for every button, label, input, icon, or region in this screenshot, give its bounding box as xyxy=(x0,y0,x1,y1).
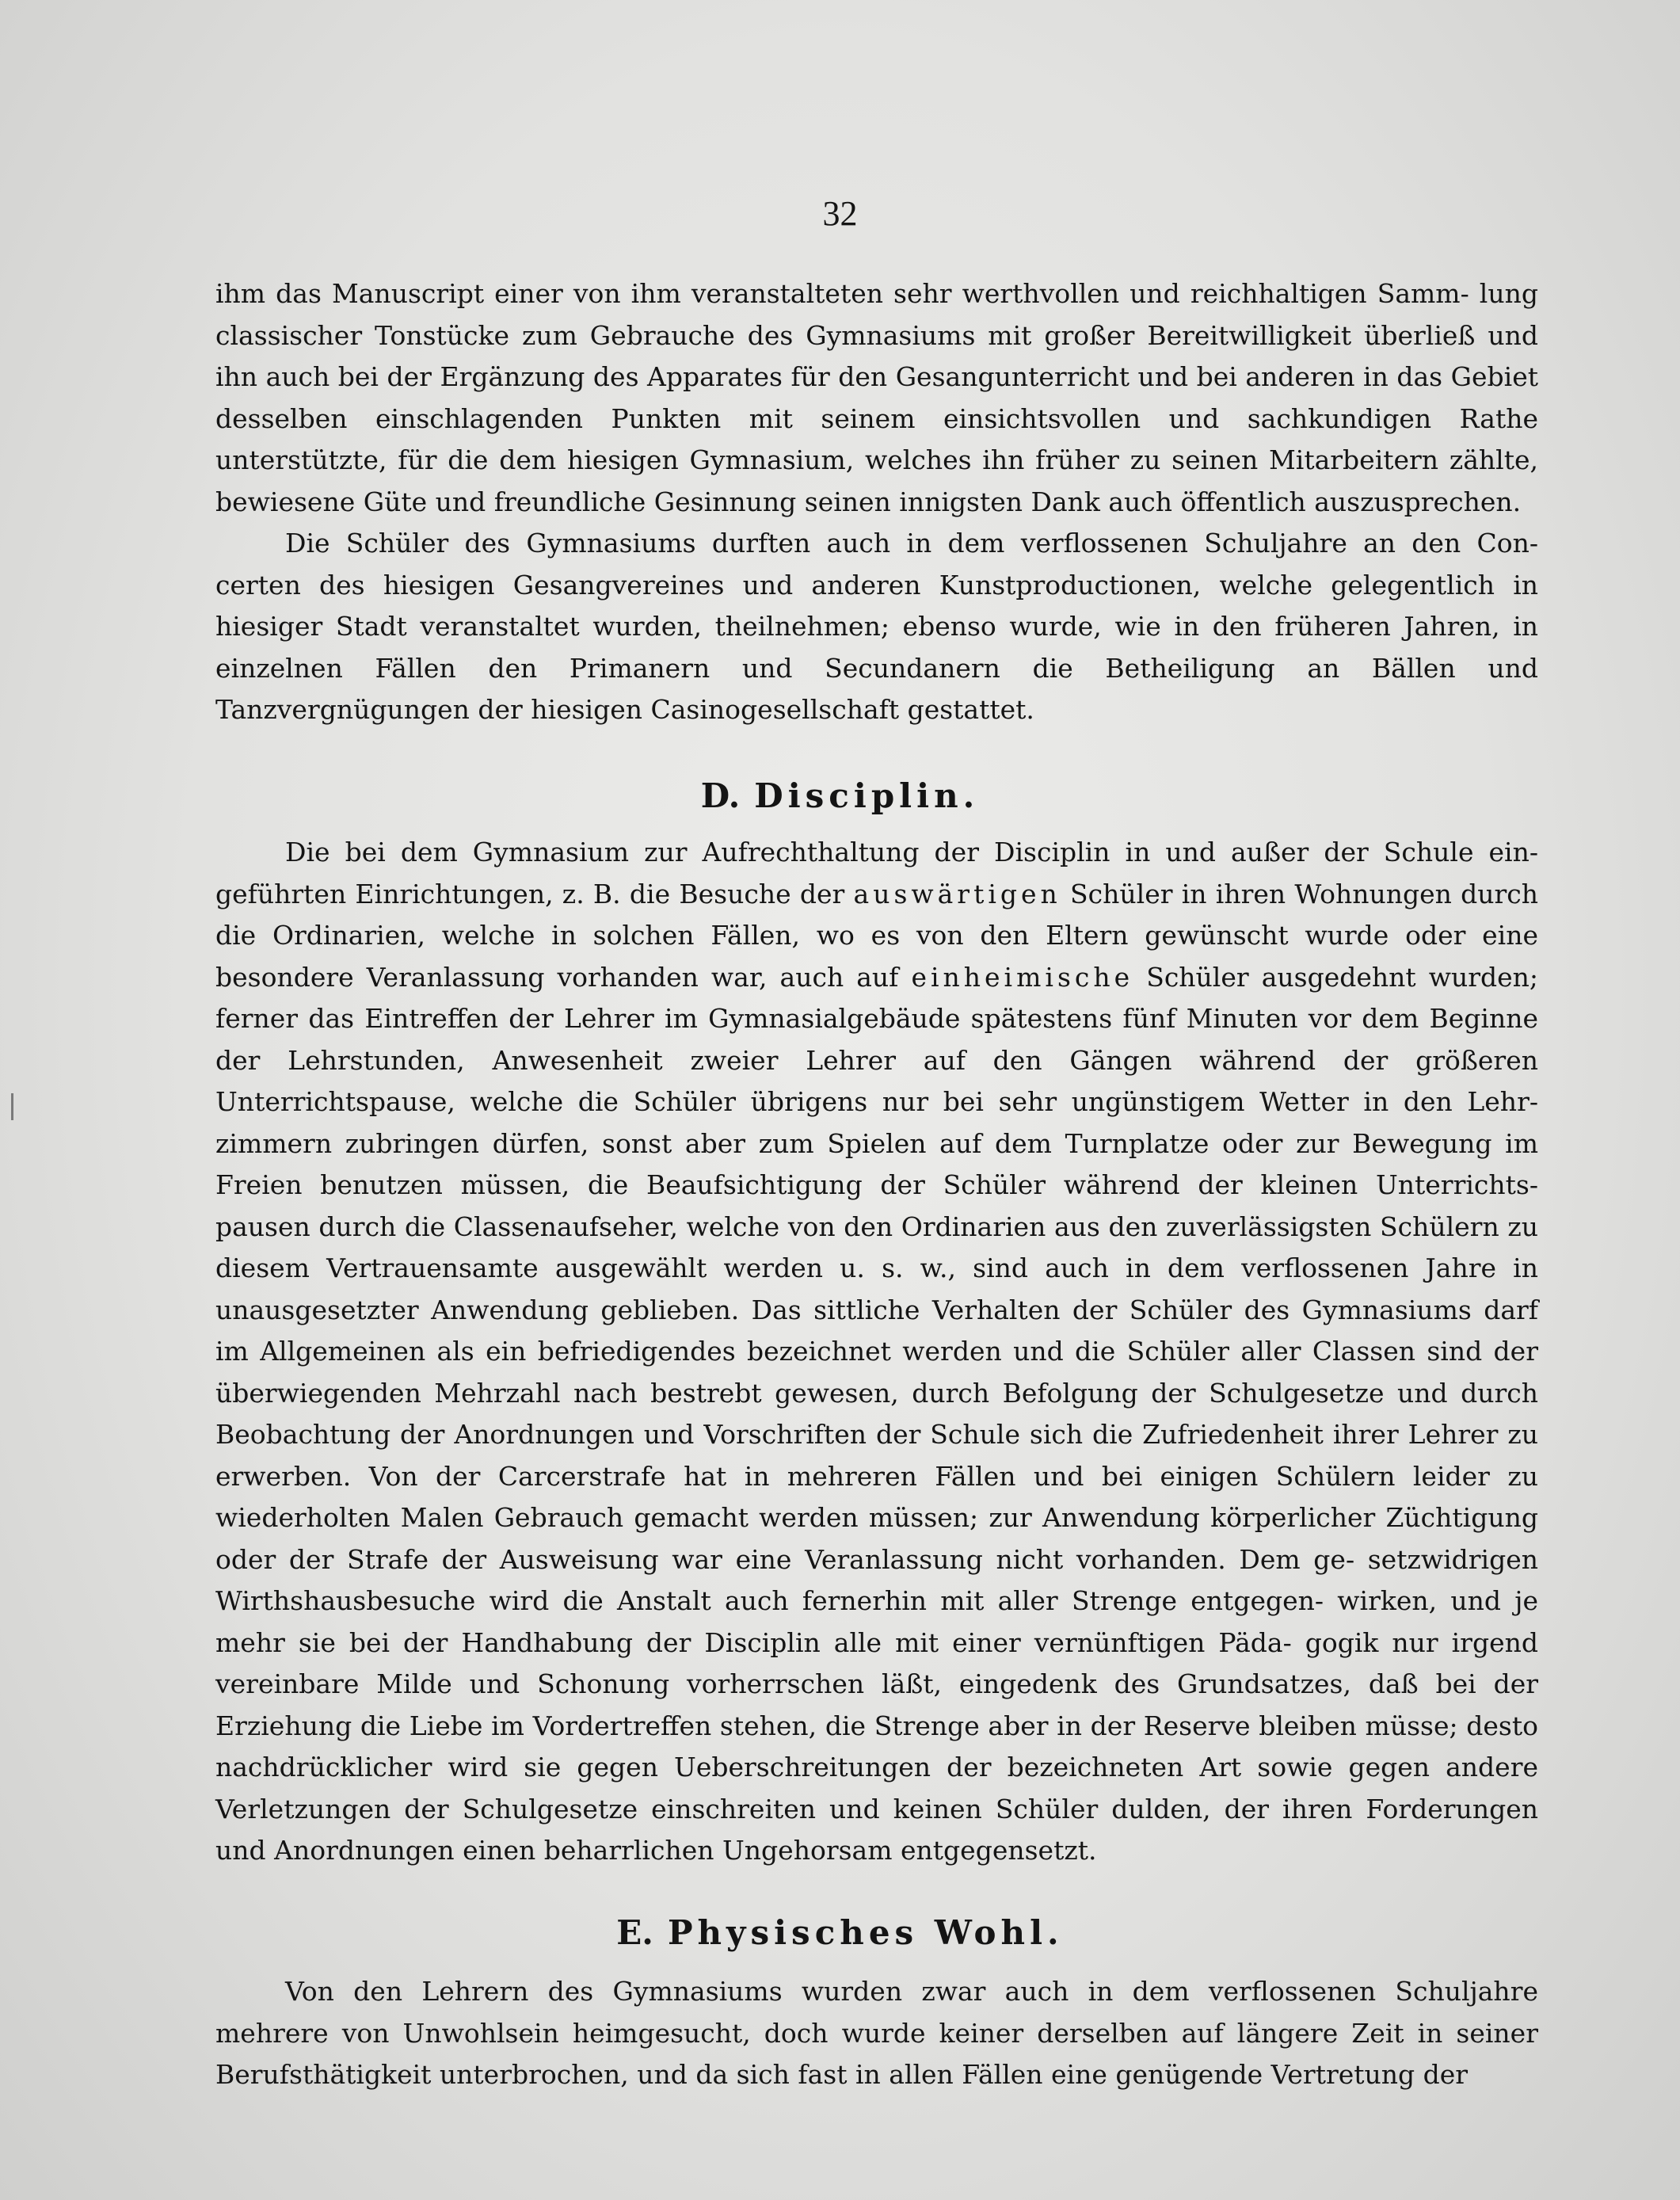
discipline-text-part: Schüler in ihren Wohnungen durch die Ordinarien, welche in solchen Fällen, wo es von den Eltern gewünscht wurde oder eine besondere Veranlassung vorhanden war, auch auf xyxy=(215,878,1538,993)
emphasis-einheimische: einheimische xyxy=(911,961,1134,993)
section-title: Physisches Wohl. xyxy=(667,1913,1064,1952)
discipline-text-part: Schüler ausgedehnt wurden; ferner das Eintreffen der Lehrer im Gymnasialgebäude spätestens fünf Minuten vor dem Beginne der Lehrstunden, Anwesenheit zweier Lehrer auf den Gängen während der größeren Unterrichtspause, welche die Schüler übrigens nur bei sehr ungünstigem Wetter in den Lehr- zimmern zubringen dürfen, sonst aber zum Spielen auf dem Turnplatze oder zur Bewegung im Freien benutzen müssen, die Beaufsichtigung der Schüler während der kleinen Unterrichts- pausen durch die Classenaufseher, welche von den Ordinarien aus den zuverlässigsten Schülern zu diesem Vertrauensamte ausgewählt werden u. s. w., sind auch in dem verflossenen Jahre in unausgesetzter Anwendung geblieben. Das sittliche Verhalten der Schüler des Gymnasiums darf im Allgemeinen als ein befriedigendes bezeichnet werden und die Schüler aller Classen sind der überwiegenden Mehrzahl nach bestrebt gewesen, durch Befolgung der Schulgesetze und durch Beobachtung der Anordnungen und Vorschriften der Schule sich die Zufriedenheit ihrer Lehrer zu erwerben. Von der Carcerstrafe hat in mehreren Fällen und bei einigen Schülern leider zu wiederholten Malen Gebrauch gemacht werden müssen; zur Anwendung körperlicher Züchtigung oder der Strafe der Ausweisung war eine Veranlassung nicht vorhanden. Dem ge- setzwidrigen Wirthshausbesuche wird die Anstalt auch fernerhin mit aller Strenge entgegen- wirken, und je mehr sie bei der Handhabung der Disciplin alle mit einer vernünftigen Päda- gogik nur irgend vereinbare Milde und Schonung vorherrschen läßt, eingedenk des Grundsatzes, daß bei der Erziehung die Liebe im Vordertreffen stehen, die Strenge aber in der Reserve bleiben müsse; desto nachdrücklicher wird sie gegen Ueberschreitungen der bezeichneten Art sowie gegen andere Verletzungen der Schulgesetze einschreiten und keinen Schüler dulden, der ihren Forderungen und Anordnungen einen beharrlichen Ungehorsam entgegensetzt. xyxy=(215,961,1538,1866)
section-letter: E. xyxy=(616,1913,653,1952)
paragraph-gesang-thanks: ihm das Manuscript einer von ihm veranstalteten sehr werthvollen und reichhaltigen Samm- lung classischer Tonstücke zum Gebrauche des Gymnasiums mit großer Bereitwilligkeit überließ und ihn auch bei der Ergänzung des Apparates für den Gesangunterricht und bei anderen in das Gebiet desselben einschlagenden Punkten mit seinem einsichtsvollen und sachkundigen Rathe unterstützte, für die dem hiesigen Gymnasium, welches ihn früher zu seinen Mitarbeitern zählte, bewiesene Güte und freundliche Gesinnung seinen innigsten Dank auch öffentlich auszusprechen. xyxy=(215,278,1538,517)
page-number: 32 xyxy=(822,194,858,233)
margin-mark xyxy=(11,1093,13,1120)
continuation-text xyxy=(215,273,1538,731)
discipline-text-part: Die bei dem Gymnasium zur Aufrechthaltung der Disciplin in und außer der Schule ein- geführten Einrichtungen, z. B. die Besuche der xyxy=(215,837,1538,909)
paragraph-discipline xyxy=(215,832,1538,1872)
section-heading-physical-welfare xyxy=(0,1909,1680,1957)
section-letter: D. xyxy=(700,776,741,815)
emphasis-auswaertigen: auswärtigen xyxy=(853,878,1061,909)
discipline-text xyxy=(215,832,1538,1872)
section-title: Disciplin. xyxy=(754,776,980,815)
section-heading-discipline xyxy=(0,772,1680,820)
physical-welfare-text xyxy=(215,1971,1538,2096)
paragraph-teachers-health: Von den Lehrern des Gymnasiums wurden zwar auch in dem verflossenen Schuljahre mehrere von Unwohlsein heimgesucht, doch wurde keiner derselben auf längere Zeit in seiner Berufsthätigkeit unterbrochen, und da sich fast in allen Fällen eine genügende Vertretung der xyxy=(215,1976,1538,2090)
paragraph-concerts: Die Schüler des Gymnasiums durften auch in dem verflossenen Schuljahre an den Con- certen des hiesigen Gesangvereines und anderen Kunstproductionen, welche gelegentlich in hiesiger Stadt veranstaltet wurden, theilnehmen; ebenso wurde, wie in den früheren Jahren, in einzelnen Fällen den Primanern und Secundanern die Betheiligung an Bällen und Tanzvergnügungen der hiesigen Casinogesellschaft gestattet. xyxy=(215,528,1538,725)
